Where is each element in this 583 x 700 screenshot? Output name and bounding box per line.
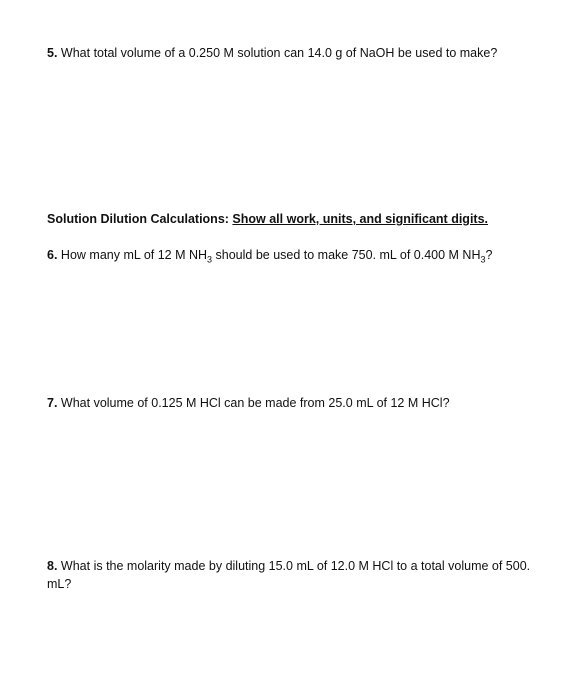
section-title: Solution Dilution Calculations:: [47, 212, 229, 226]
question-6: [47, 246, 492, 264]
question-text-part-b: should be used to make 750. mL of 0.400 M NH: [212, 248, 481, 262]
question-number: 6.: [47, 248, 58, 262]
question-text-part-a: How many mL of 12 M NH: [60, 248, 208, 262]
question-number: 8.: [47, 559, 58, 573]
section-heading: [47, 210, 488, 228]
question-text-part-c: ?: [485, 248, 493, 262]
question-number: 5.: [47, 46, 58, 60]
section-instruction: Show all work, units, and significant digits.: [232, 212, 489, 226]
question-text: What is the molarity made by diluting 15.0 mL of 12.0 M HCl to a total volume of 500. mL?: [47, 559, 531, 591]
subscript: 3: [207, 254, 213, 265]
question-5: [47, 44, 497, 62]
question-8: [47, 557, 542, 593]
question-text: What volume of 0.125 M HCl can be made from 25.0 mL of 12 M HCl?: [60, 396, 450, 410]
question-number: 7.: [47, 396, 58, 410]
subscript: 3: [480, 254, 486, 265]
question-7: [47, 394, 450, 412]
question-text: What total volume of a 0.250 M solution can 14.0 g of NaOH be used to make?: [60, 46, 498, 60]
